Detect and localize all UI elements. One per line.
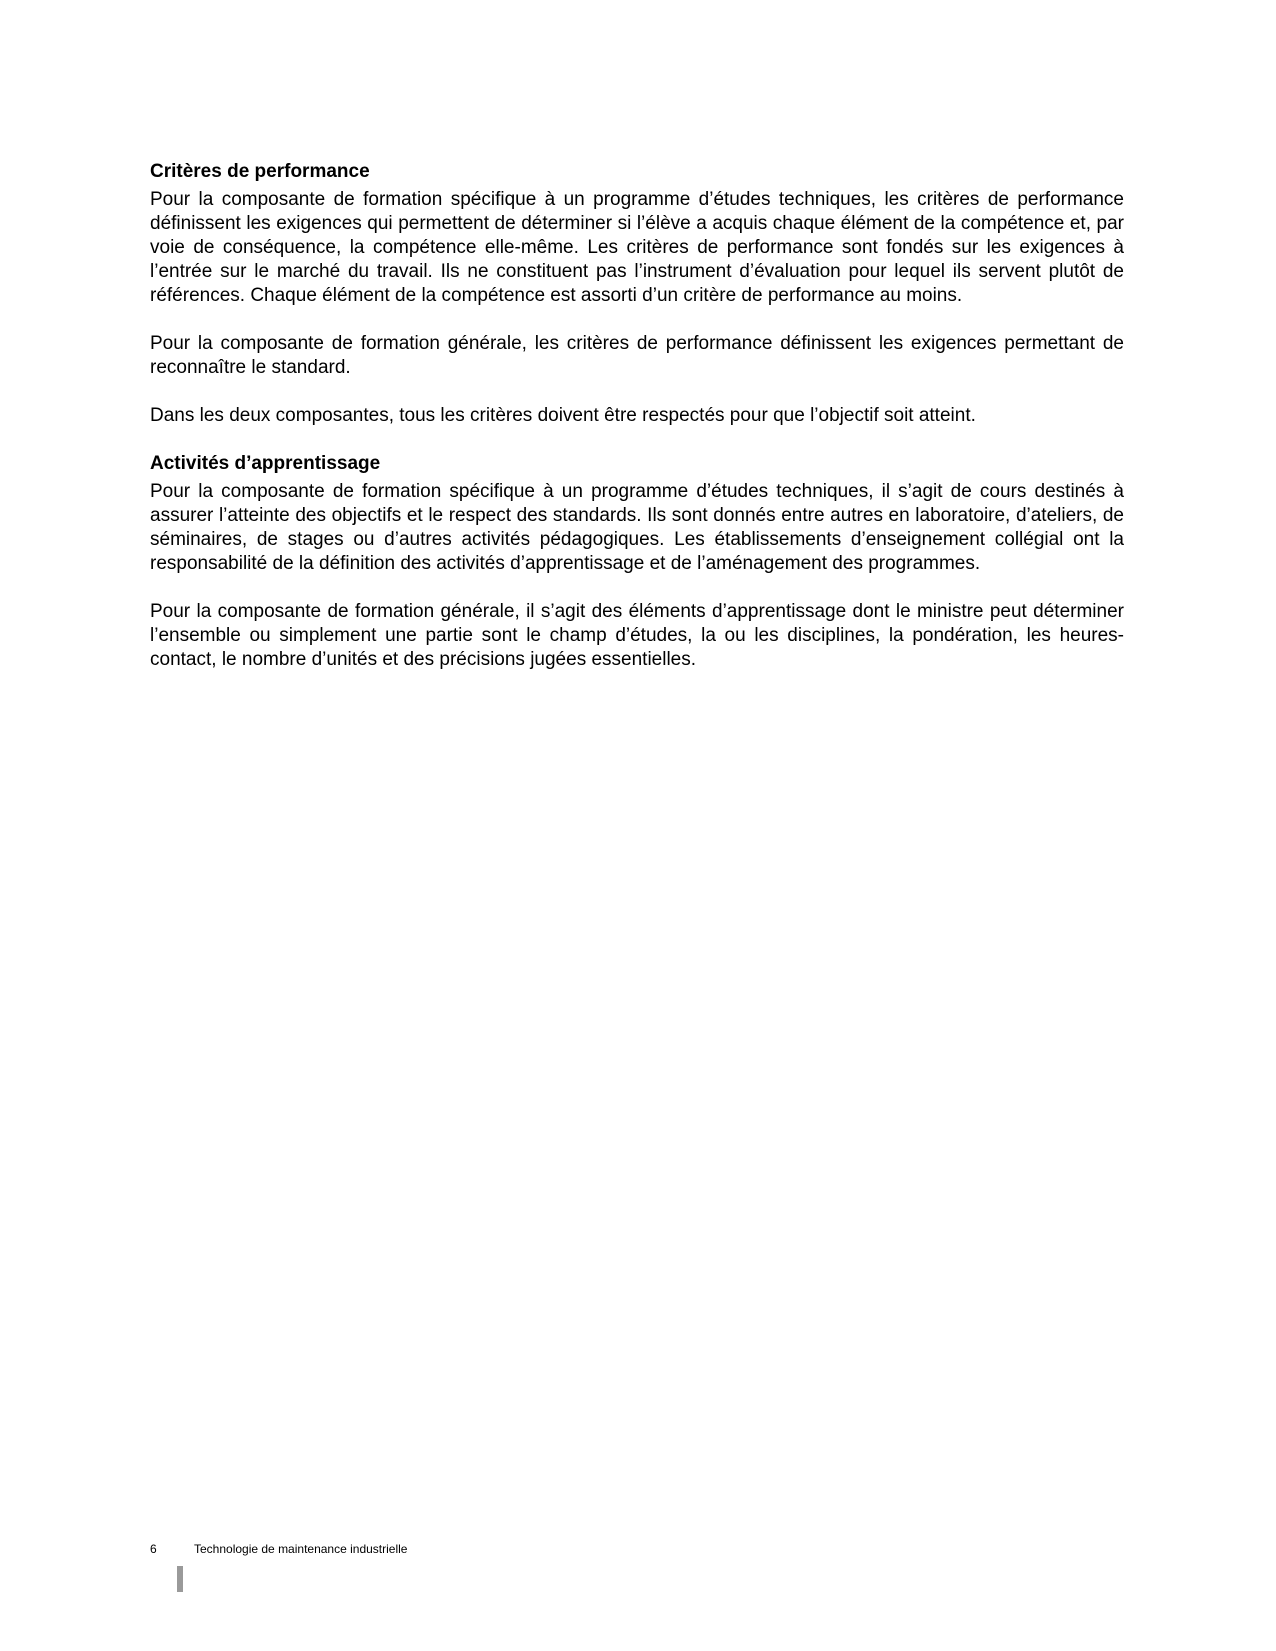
paragraph: Pour la composante de formation spécifique à un programme d’études techniques, les critères de performance définissent les exigences qui permettent de déterminer si l’élève a acquis chaque élément de la compétence et, par voie de conséquence, la compétence elle-même. Les critères de performance sont fondés sur les exigences à l’entrée sur le marché du travail. Ils ne constituent pas l’instrument d’évaluation pour lequel ils servent plutôt de références. Chaque élément de la compétence est assorti d’un critère de performance au moins. — [150, 189, 1124, 306]
page-content — [150, 160, 1124, 696]
footer-title: Technologie de maintenance industrielle — [194, 1542, 408, 1556]
footer-rule — [177, 1566, 183, 1592]
page-number: 6 — [150, 1542, 157, 1556]
paragraph: Pour la composante de formation générale, il s’agit des éléments d’apprentissage dont le ministre peut déterminer l’ensemble ou simplement une partie sont le champ d’études, la ou les disciplines, la pondération, les heures-contact, le nombre d’unités et des précisions jugées essentielles. — [150, 601, 1124, 670]
section-heading: Activités d’apprentissage — [150, 453, 381, 474]
section-criteres-de-performance — [150, 160, 1124, 428]
section-activites-apprentissage — [150, 452, 1124, 672]
section-heading: Critères de performance — [150, 161, 370, 182]
paragraph: Dans les deux composantes, tous les critères doivent être respectés pour que l’objectif soit atteint. — [150, 405, 976, 426]
paragraph: Pour la composante de formation générale, les critères de performance définissent les exigences permettant de reconnaître le standard. — [150, 333, 1124, 378]
paragraph: Pour la composante de formation spécifique à un programme d’études techniques, il s’agit de cours destinés à assurer l’atteinte des objectifs et le respect des standards. Ils sont donnés entre autres en laboratoire, d’ateliers, de séminaires, de stages ou d’autres activités pédagogiques. Les établissements d’enseignement collégial ont la responsabilité de la définition des activités d’apprentissage et de l’aménagement des programmes. — [150, 481, 1124, 574]
page-footer — [150, 1541, 407, 1557]
